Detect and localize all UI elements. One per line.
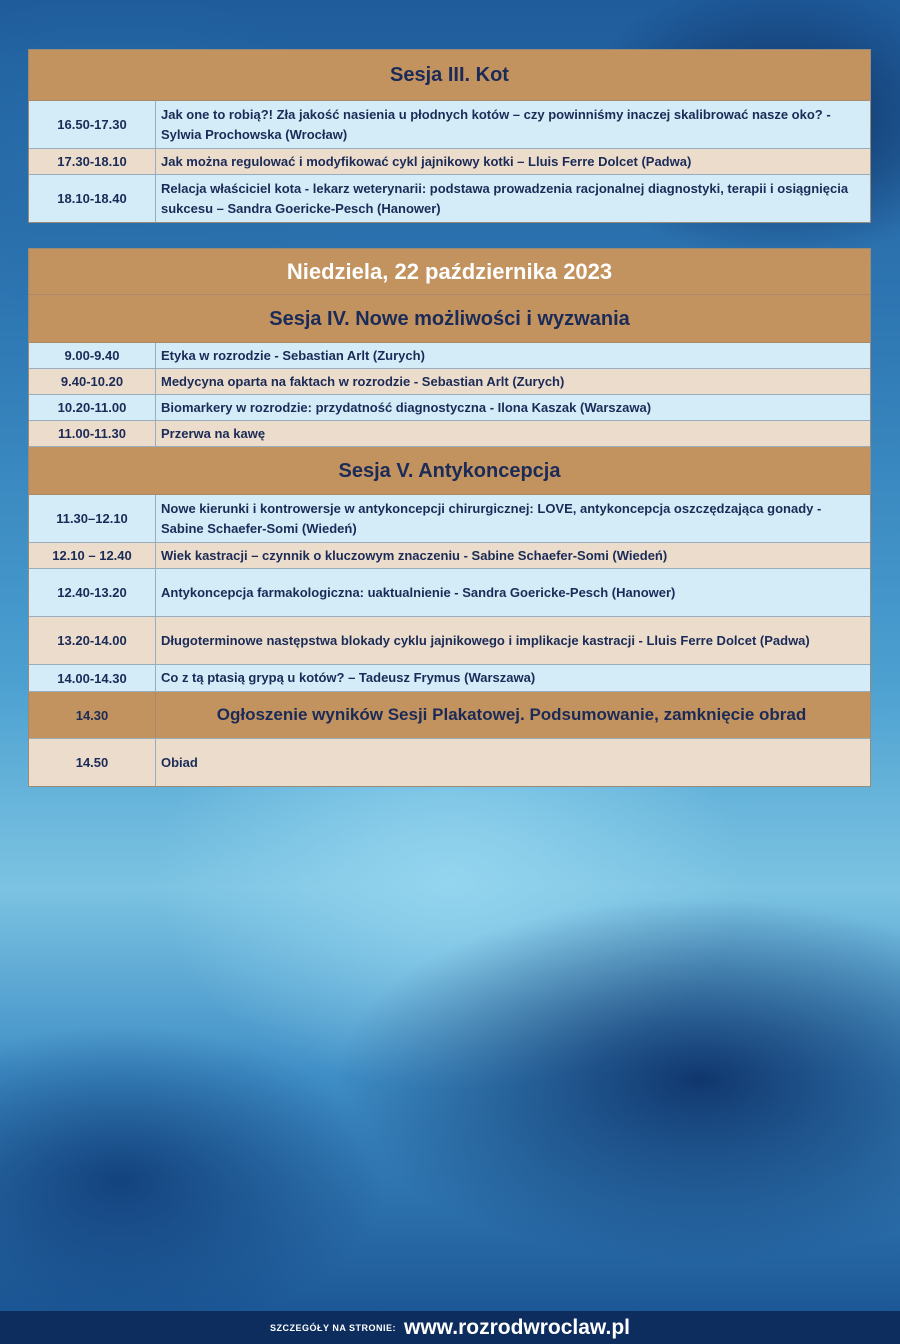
time-cell: 14.00-14.30 (29, 665, 156, 691)
time-cell: 14.50 (29, 739, 156, 786)
table-row (29, 175, 870, 222)
talk-cell: Etyka w rozrodzie - Sebastian Arlt (Zurych) (161, 347, 425, 363)
session-4-title: Sesja IV. Nowe możliwości i wyzwania (29, 295, 870, 343)
table-row (29, 543, 870, 569)
time-cell: 13.20-14.00 (29, 617, 156, 664)
talk-cell: Obiad (161, 754, 198, 770)
talk-cell: Co z tą ptasią grypą u kotów? – Tadeusz Frymus (Warszawa) (161, 670, 536, 685)
footer-label: SZCZEGÓŁY NA STRONIE: (270, 1322, 397, 1333)
day-title: Niedziela, 22 października 2023 (29, 249, 870, 295)
table-row (29, 421, 870, 447)
table-row (29, 665, 870, 692)
time-cell: 12.40-13.20 (29, 569, 156, 616)
table-row (29, 369, 870, 395)
time-cell: 10.20-11.00 (29, 395, 156, 420)
talk-cell: Nowe kierunki i kontrowersje w antykoncepcji chirurgicznej: LOVE, antykoncepcja oszczędzająca gonady - Sabine Schaefer-Somi (Wiedeń) (161, 500, 822, 536)
time-cell: 11.30–12.10 (29, 495, 156, 542)
talk-cell: Biomarkery w rozrodzie: przydatność diagnostyczna - Ilona Kaszak (Warszawa) (161, 399, 652, 415)
time-cell: 9.00-9.40 (29, 343, 156, 368)
session-5-title: Sesja V. Antykoncepcja (29, 447, 870, 495)
talk-cell: Długoterminowe następstwa blokady cyklu jajnikowego i implikacje kastracji - Lluis Ferre Dolcet (Padwa) (161, 632, 810, 648)
footer-bar (0, 1311, 900, 1344)
session-3-title: Sesja III. Kot (29, 50, 870, 101)
time-cell: 12.10 – 12.40 (29, 543, 156, 568)
time-cell: 14.30 (29, 692, 156, 738)
talk-cell: Antykoncepcja farmakologiczna: uaktualnienie - Sandra Goericke-Pesch (Hanower) (161, 584, 676, 600)
time-cell: 18.10-18.40 (29, 175, 156, 222)
table-row (29, 617, 870, 665)
table-row (29, 149, 870, 175)
talk-cell: Relacja właściciel kota - lekarz weterynarii: podstawa prowadzenia racjonalnej diagnostyki, terapii i osiągnięcia sukcesu – Sandra Goericke-Pesch (Hanower) (161, 180, 849, 216)
time-cell: 17.30-18.10 (29, 149, 156, 174)
table-row (29, 692, 870, 739)
table-row (29, 495, 870, 543)
talk-cell: Wiek kastracji – czynnik o kluczowym znaczeniu - Sabine Schaefer-Somi (Wiedeń) (161, 547, 668, 563)
time-cell: 9.40-10.20 (29, 369, 156, 394)
talk-cell: Jak one to robią?! Zła jakość nasienia u płodnych kotów – czy powinniśmy inaczej skalibrować nasze oko? - Sylwia Prochowska (Wrocław) (161, 106, 831, 142)
table-row (29, 739, 870, 786)
talk-cell: Ogłoszenie wyników Sesji Plakatowej. Podsumowanie, zamknięcie obrad (216, 705, 807, 724)
table-row (29, 395, 870, 421)
time-cell: 11.00-11.30 (29, 421, 156, 446)
table-row (29, 343, 870, 369)
sunday-table (28, 248, 871, 787)
table-row (29, 569, 870, 617)
time-cell: 16.50-17.30 (29, 101, 156, 148)
table-row (29, 101, 870, 149)
website-link[interactable]: www.rozrodwroclaw.pl (404, 1315, 630, 1339)
talk-cell: Przerwa na kawę (161, 425, 266, 441)
talk-cell: Jak można regulować i modyfikować cykl jajnikowy kotki – Lluis Ferre Dolcet (Padwa) (161, 153, 692, 169)
talk-cell: Medycyna oparta na faktach w rozrodzie - Sebastian Arlt (Zurych) (161, 373, 565, 389)
session-3-table (28, 49, 871, 223)
